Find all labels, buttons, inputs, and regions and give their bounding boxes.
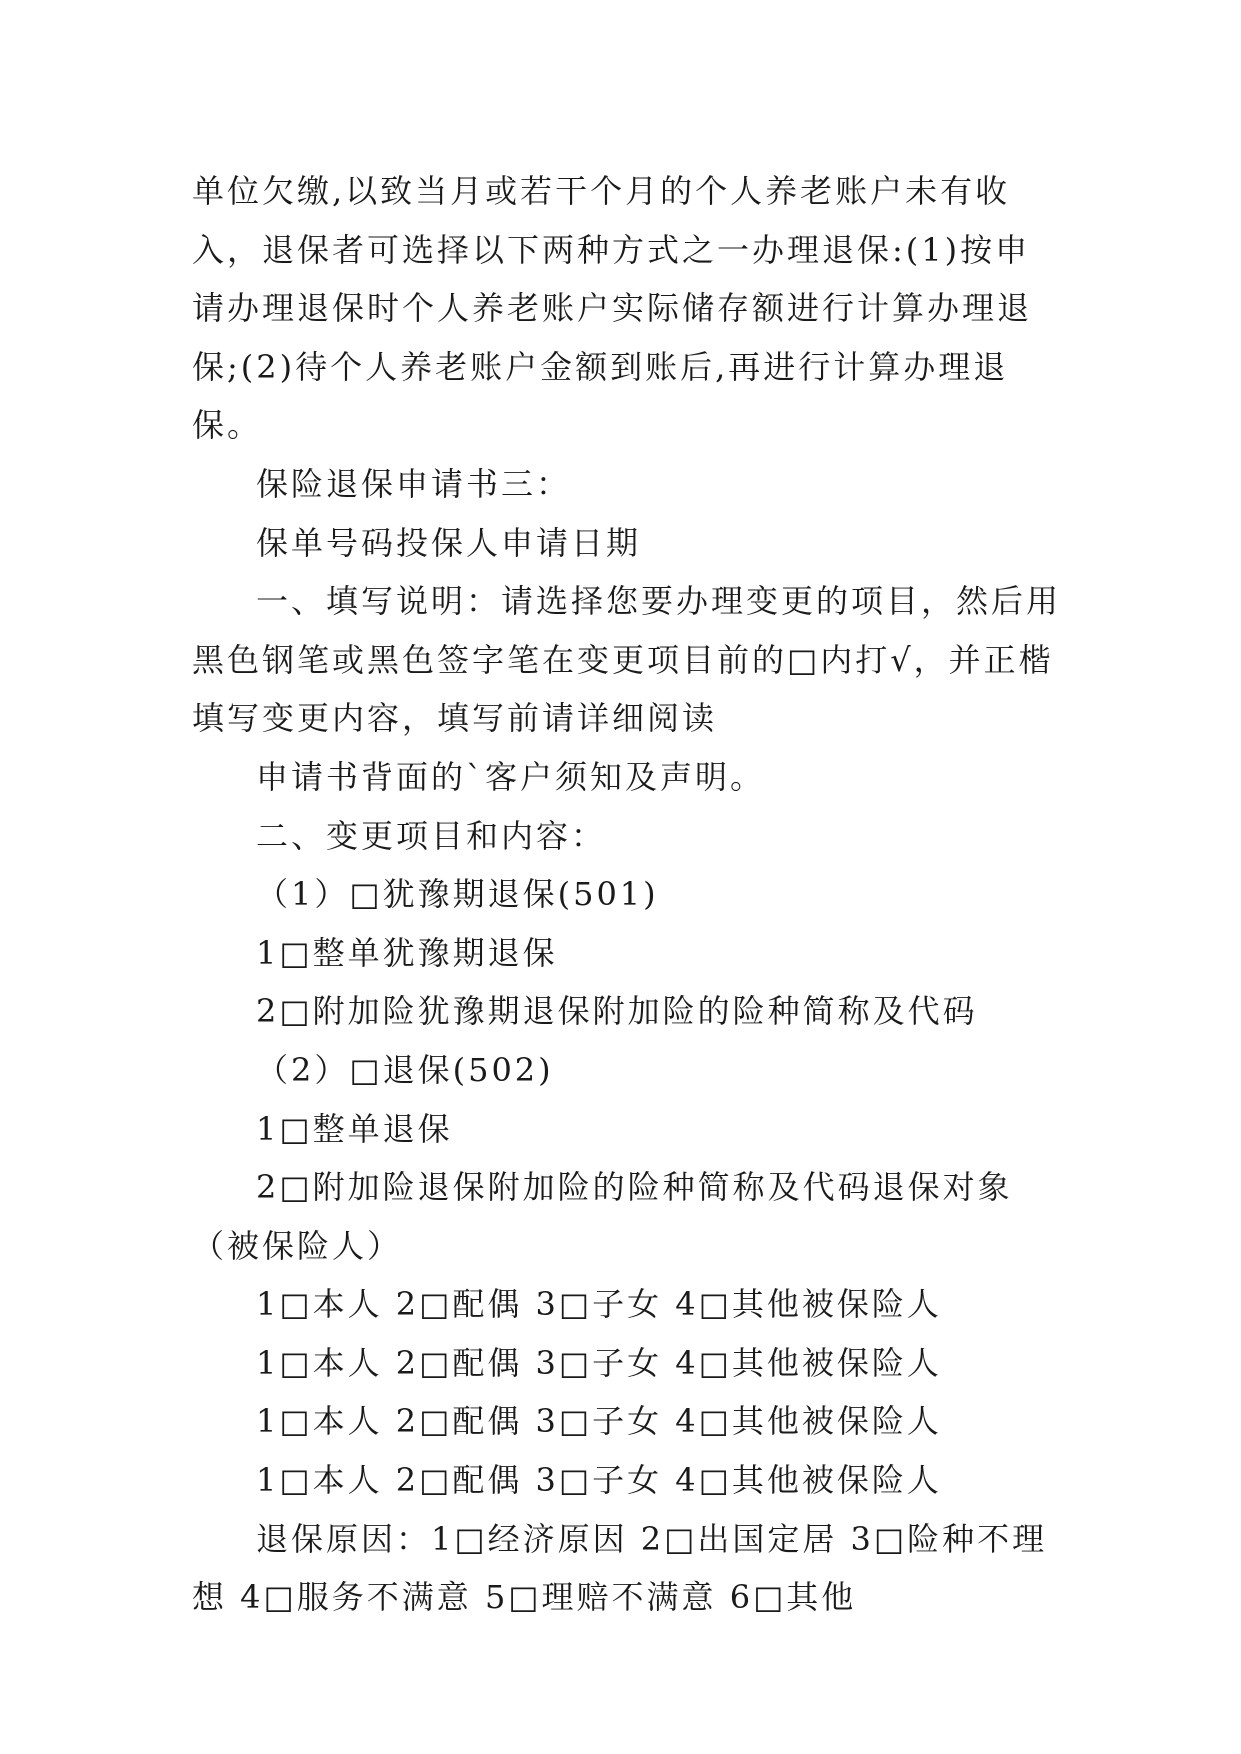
paragraph-full-cooling-off: 1□整单犹豫期退保 — [256, 933, 558, 972]
paragraph-withdrawal-options: 单位欠缴,以致当月或若干个月的个人养老账户未有收入，退保者可选择以下两种方式之一办理退保:(1)按申请办理退保时个人养老账户实际储存额进行计算办理退保;(2)待个人养老账户金额到账后,再进行计算办理退保。 — [192, 172, 1033, 445]
paragraph-cooling-off-withdrawal: （1）□犹豫期退保(501) — [256, 875, 659, 914]
paragraph-full-withdrawal: 1□整单退保 — [256, 1109, 453, 1148]
paragraph-withdrawal: （2）□退保(502) — [256, 1050, 554, 1089]
paragraph-insured-options-2: 1□本人 2□配偶 3□子女 4□其他被保险人 — [256, 1343, 942, 1382]
paragraph-change-items-heading: 二、变更项目和内容： — [256, 816, 607, 855]
paragraph-rider-withdrawal: 2□附加险退保附加险的险种简称及代码退保对象（被保险人） — [192, 1168, 1013, 1265]
paragraph-heading-application-three: 保险退保申请书三： — [256, 464, 572, 503]
paragraph-withdrawal-reasons: 退保原因：1□经济原因 2□出国定居 3□险种不理想 4□服务不满意 5□理赔不满意 6□其他 — [192, 1519, 1048, 1617]
paragraph-rider-cooling-off: 2□附加险犹豫期退保附加险的险种简称及代码 — [256, 992, 978, 1031]
document-body — [192, 162, 1062, 1627]
paragraph-policy-fields: 保单号码投保人申请日期 — [256, 523, 642, 562]
paragraph-fill-instructions: 一、填写说明：请选择您要办理变更的项目，然后用黑色钢笔或黑色签字笔在变更项目前的□内打√，并正楷填写变更内容，填写前请详细阅读 — [192, 582, 1062, 738]
paragraph-insured-options-3: 1□本人 2□配偶 3□子女 4□其他被保险人 — [256, 1402, 942, 1441]
paragraph-insured-options-1: 1□本人 2□配偶 3□子女 4□其他被保险人 — [256, 1285, 942, 1324]
paragraph-insured-options-4: 1□本人 2□配偶 3□子女 4□其他被保险人 — [256, 1461, 942, 1500]
paragraph-customer-notice: 申请书背面的`客户须知及声明。 — [256, 757, 766, 796]
